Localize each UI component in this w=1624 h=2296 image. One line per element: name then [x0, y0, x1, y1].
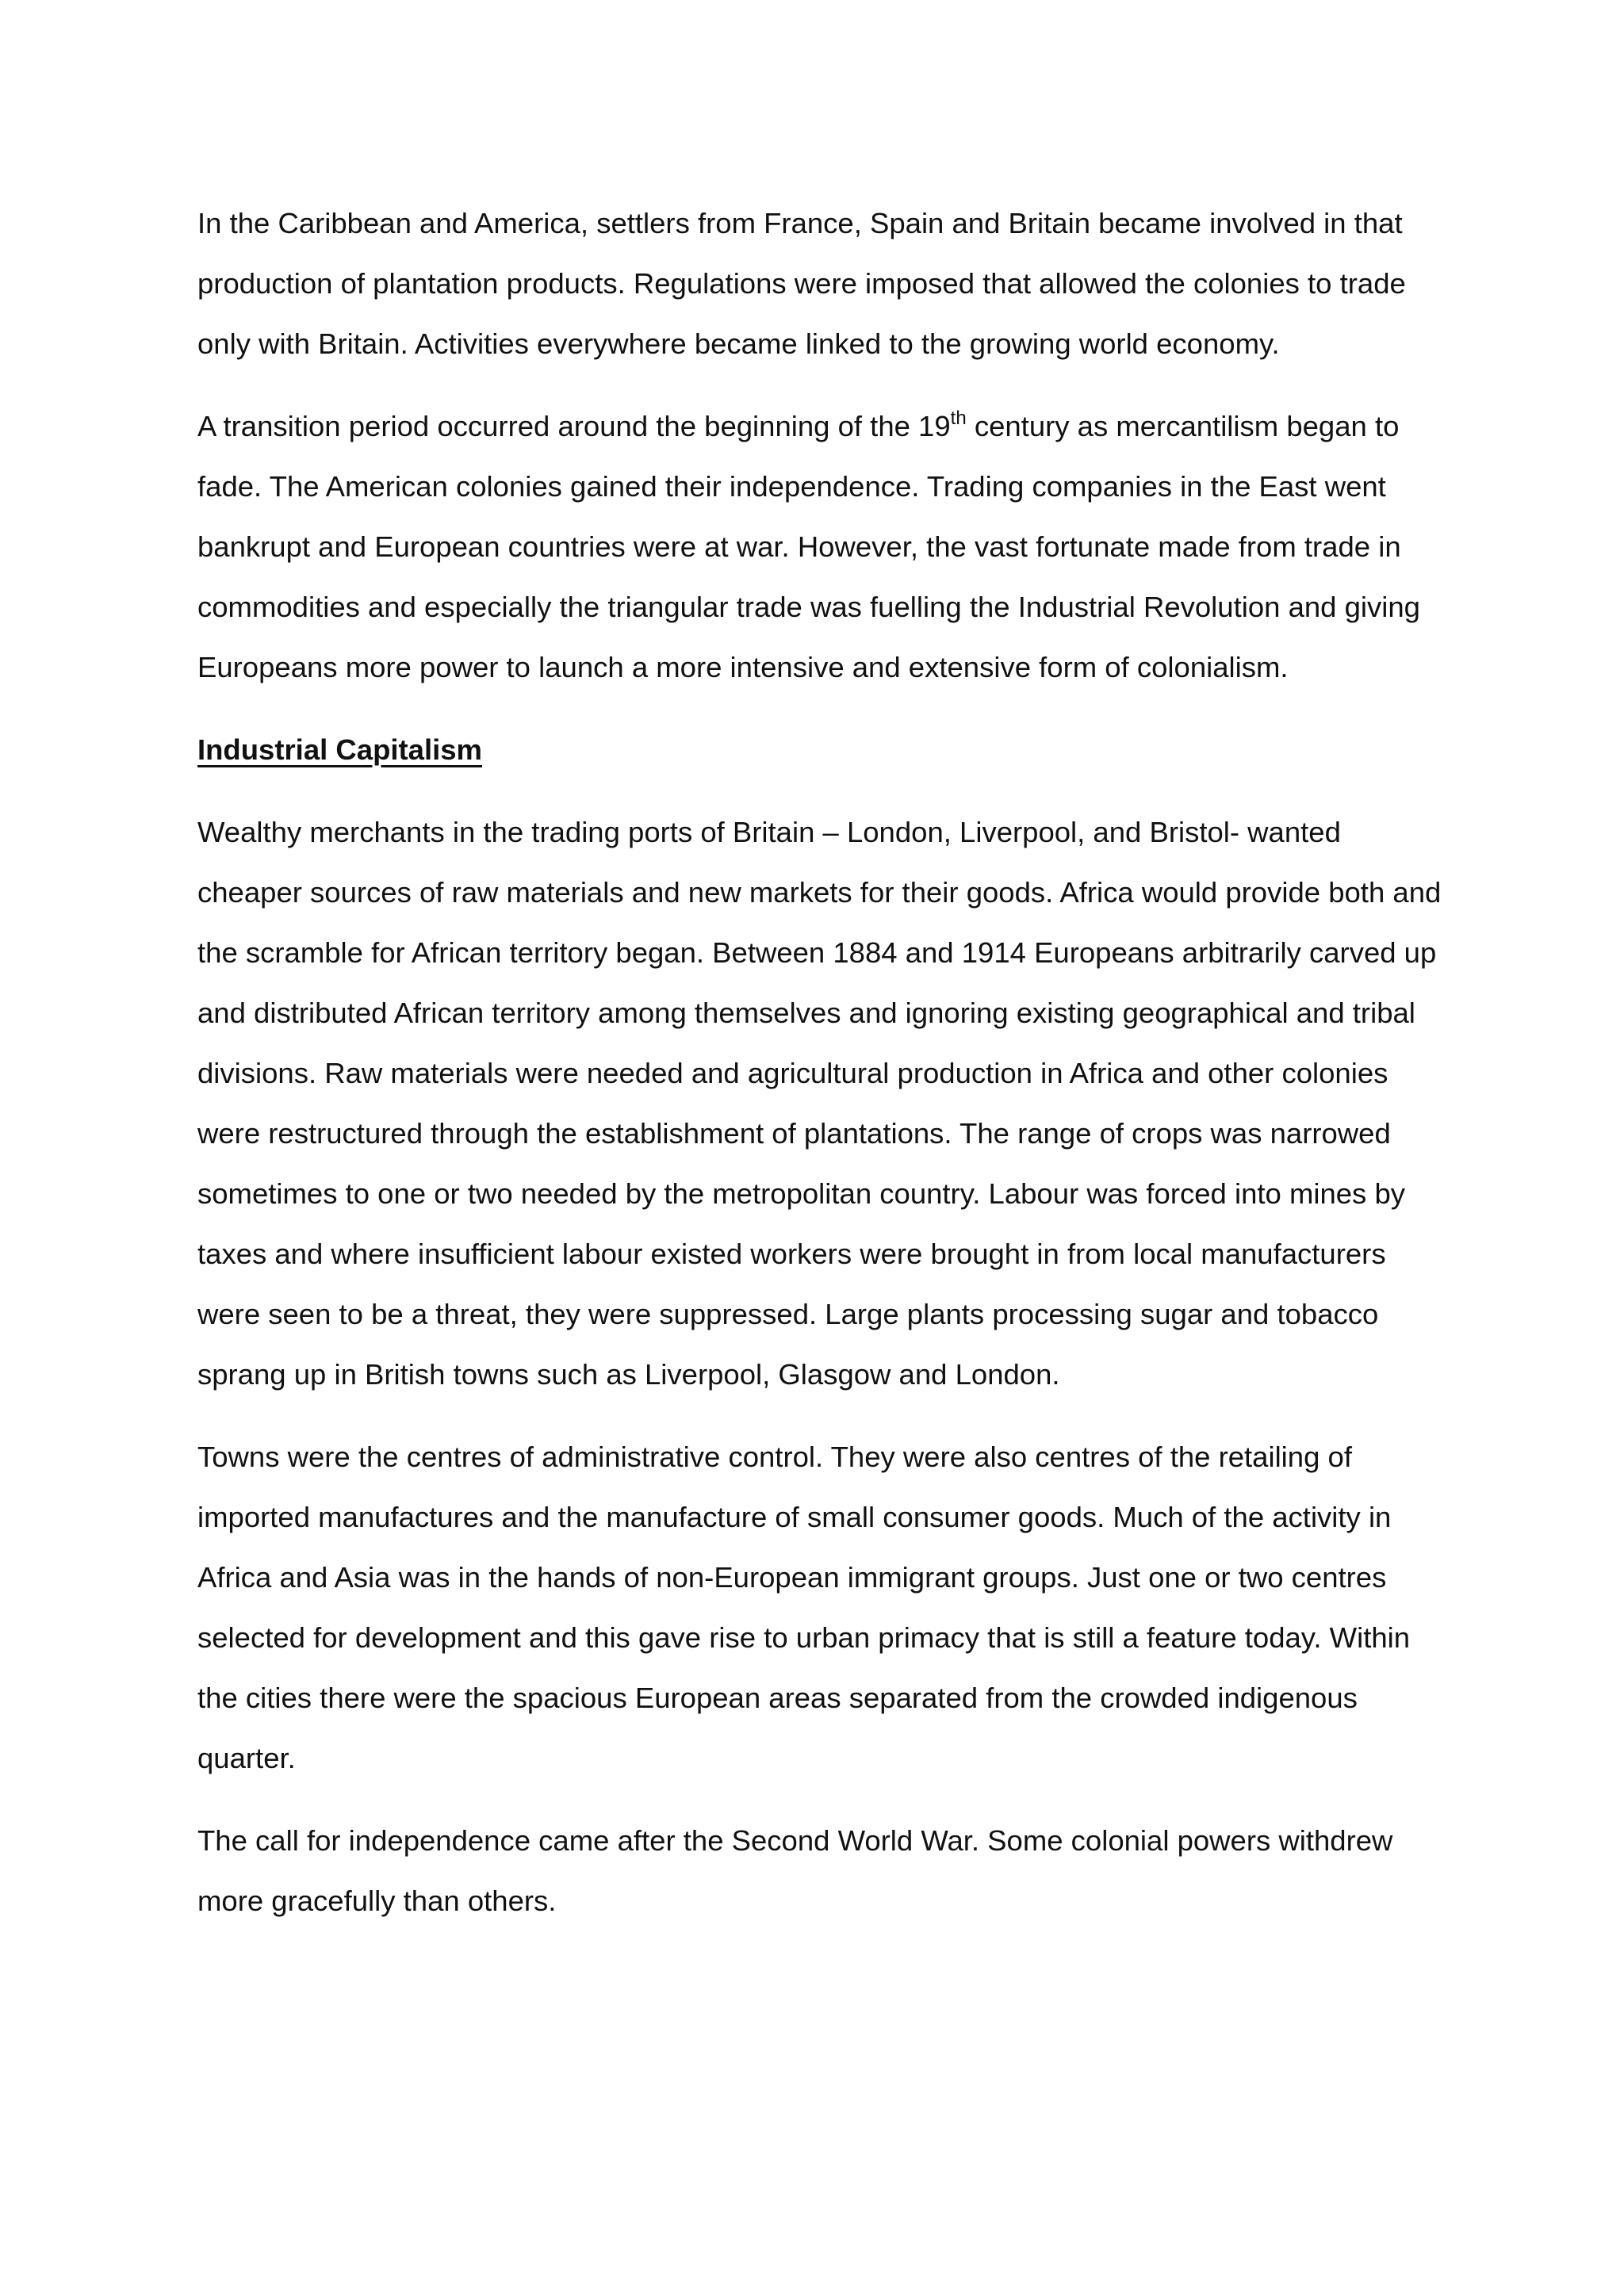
paragraph-wealthy-merchants: Wealthy merchants in the trading ports of Britain – London, Liverpool, and Bristol- wanted cheaper sources of raw materials and new markets for their goods. Africa would provide both and the scramble for African territory began. Between 1884 and 1914 Europeans arbitrarily carved up and distributed African territory among themselves and ignoring existing geographical and tribal divisions. Raw materials were needed and agricultural production in Africa and other colonies were restructured through the establishment of plantations. The range of crops was narrowed sometimes to one or two needed by the metropolitan country. Labour was forced into mines by taxes and where insufficient labour existed workers were brought in from local manufacturers were seen to be a threat, they were suppressed. Large plants processing sugar and tobacco sprang up in British towns such as Liverpool, Glasgow and London. — [197, 816, 1442, 1391]
paragraph-towns-centres: Towns were the centres of administrative control. They were also centres of the retailing of imported manufactures and the manufacture of small consumer goods. Much of the activity in Africa and Asia was in the hands of non-European immigrant groups. Just one or two centres selected for development and this gave rise to urban primacy that is still a feature today. Within the cities there were the spacious European areas separated from the crowded indigenous quarter. — [197, 1441, 1411, 1774]
paragraph-transition-text-start: A transition period occurred around the beginning of the 19 — [197, 410, 951, 442]
paragraph-call-for-independence: The call for independence came after the Second World War. Some colonial powers withdrew more gracefully than others. — [197, 1824, 1393, 1917]
section-heading-line — [197, 720, 1450, 780]
paragraph-caribbean-america: In the Caribbean and America, settlers from France, Spain and Britain became involved in that production of plantation products. Regulations were imposed that allowed the colonies to trade only with Britain. Activities everywhere became linked to the growing world economy. — [197, 207, 1406, 360]
paragraph-transition-period — [197, 396, 1450, 698]
document-body — [197, 193, 1450, 1954]
superscript-th: th — [950, 407, 967, 429]
section-heading-industrial-capitalism: Industrial Capitalism — [197, 733, 482, 766]
paragraph-transition-text-end: century as mercantilism began to fade. The American colonies gained their independence. Trading companies in the East went bankrupt and European countries were at war. However, the vast fortunate made from trade in commodities and especially the triangular trade was fuelling the Industrial Revolution and giving Europeans more power to launch a more intensive and extensive form of colonialism. — [197, 410, 1420, 683]
